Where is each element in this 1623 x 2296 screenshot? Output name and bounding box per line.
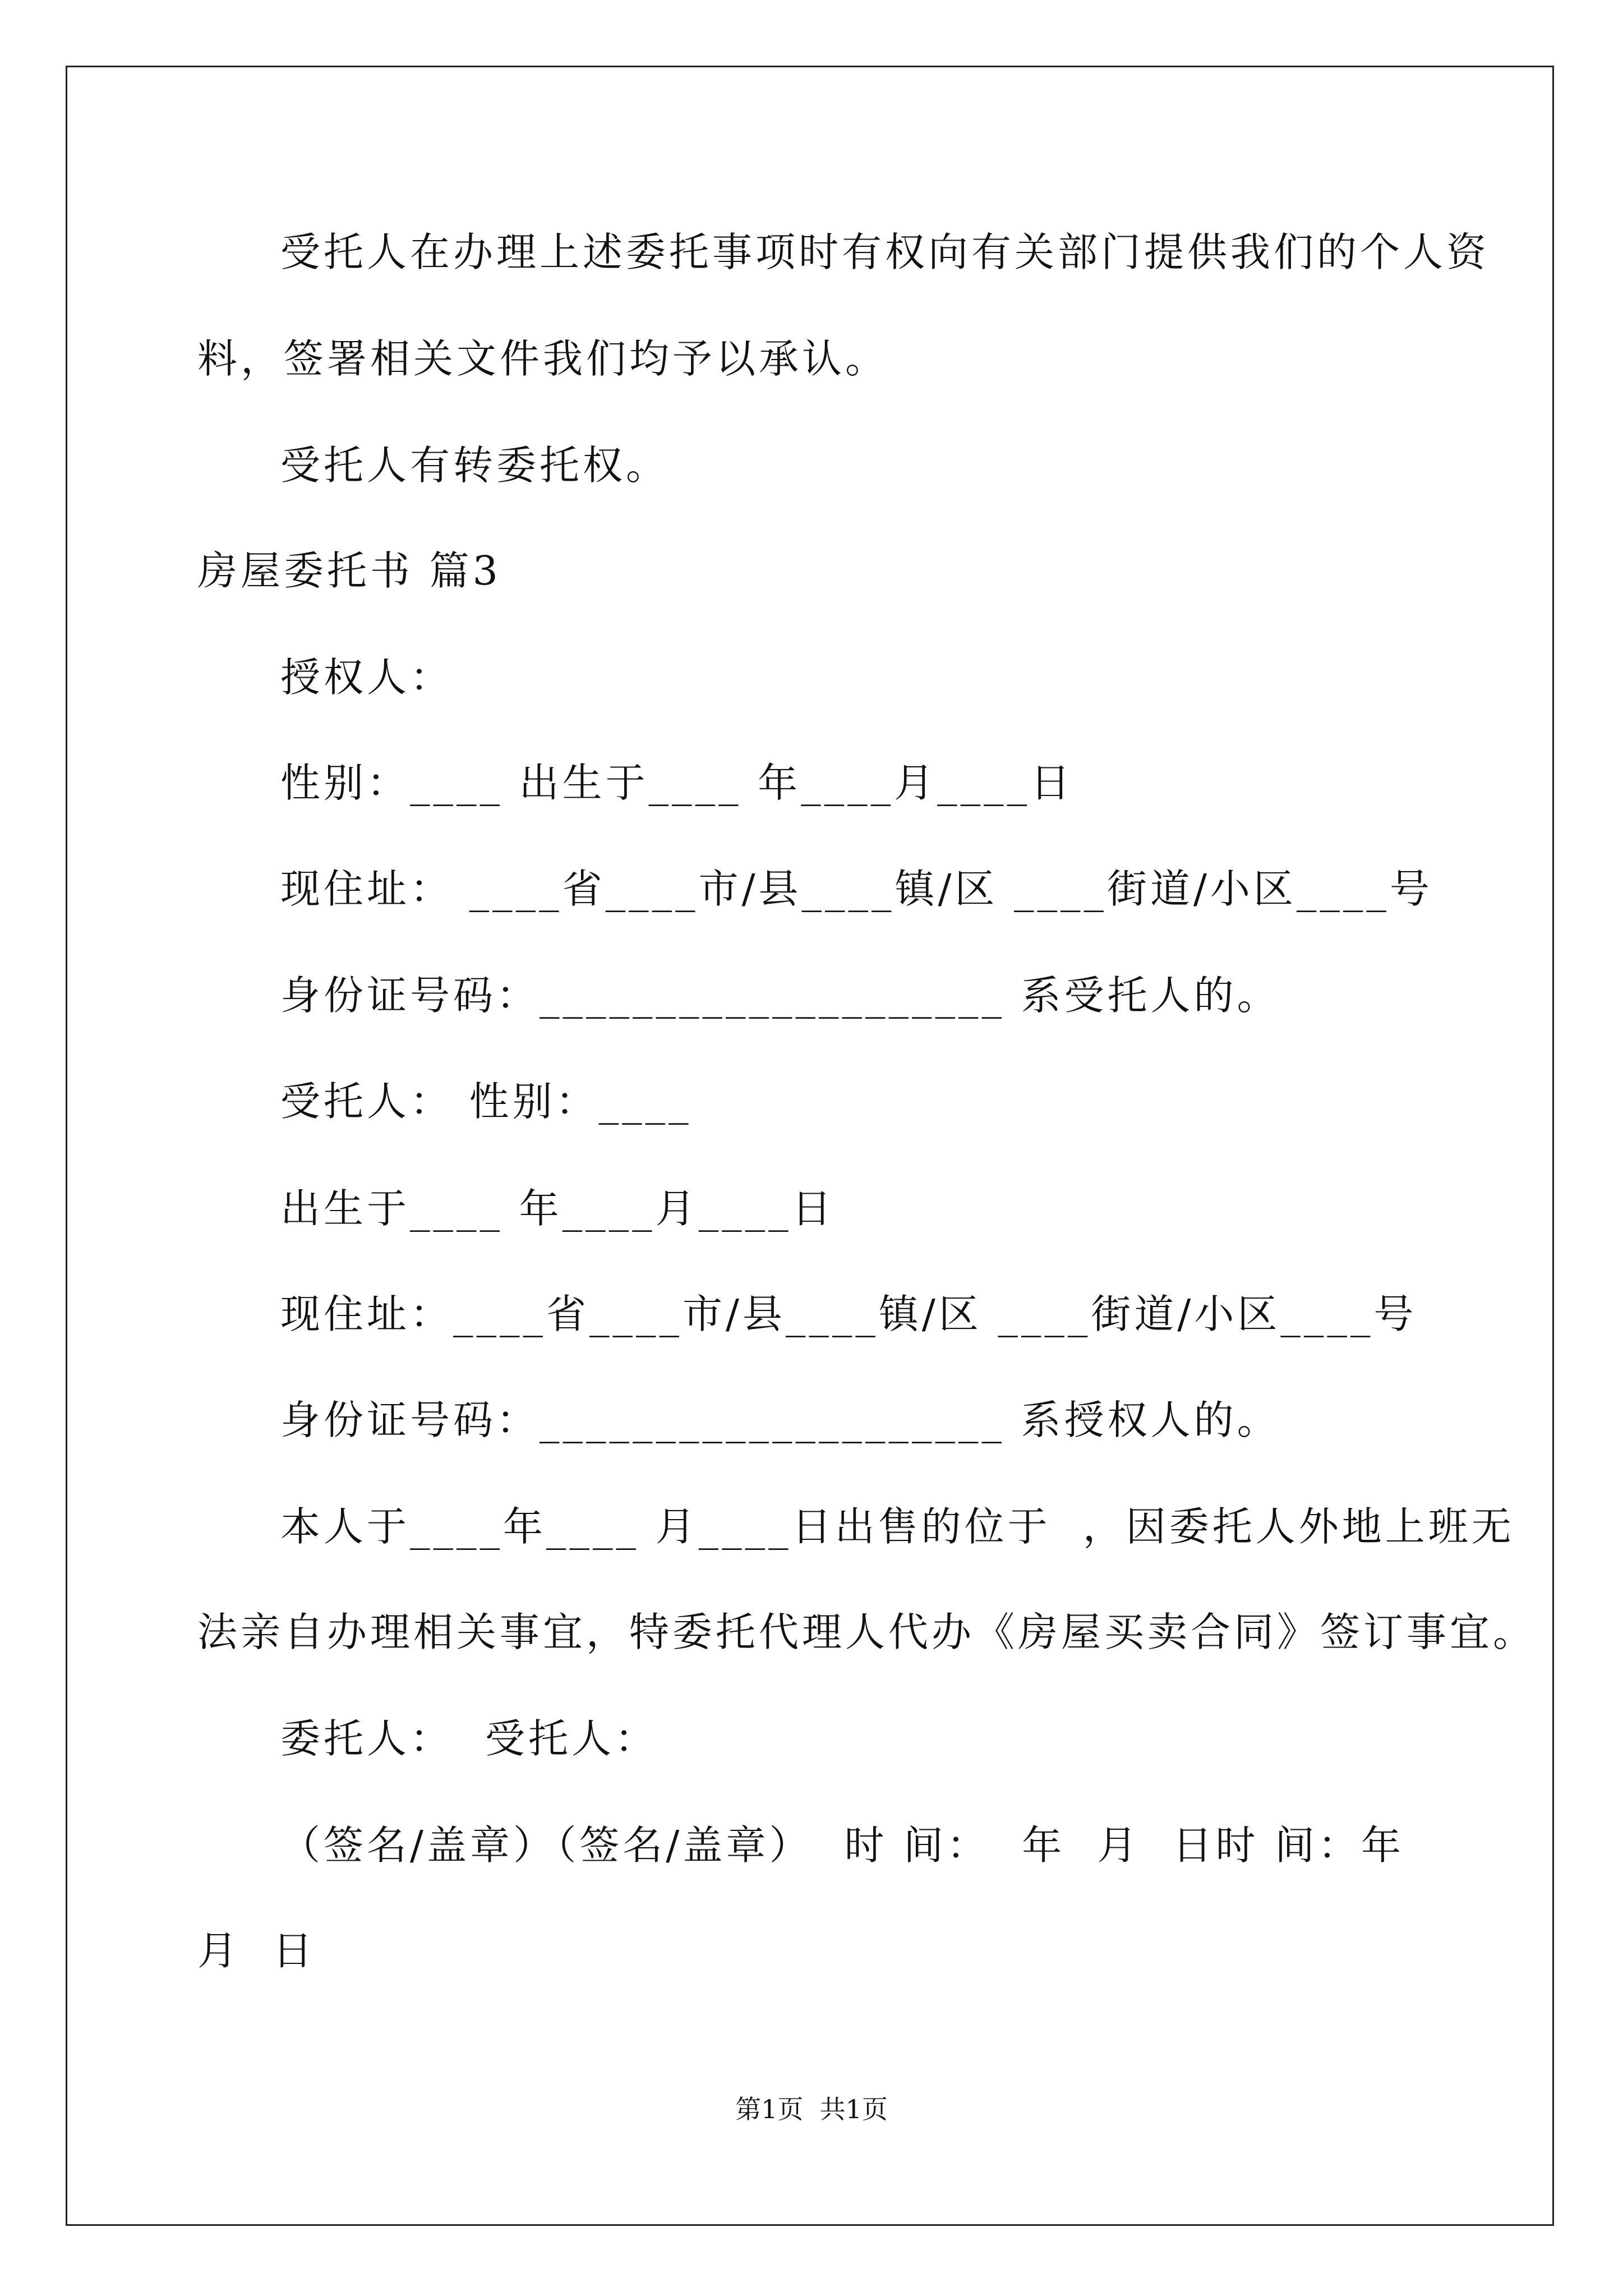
trustee-id: 身份证号码：____________________ 系授权人的。	[280, 1397, 1280, 1443]
authorizer-address: 现住址： ____省____市/县____镇/区 ____街道/小区____号	[280, 866, 1433, 912]
trustee-gender: 受托人： 性别：____	[280, 1078, 692, 1125]
paragraph-line: 受托人在办理上述委托事项时有权向有关部门提供我们的个人资	[280, 229, 1490, 275]
sale-line: 法亲自办理相关事宜，特委托代理人代办《房屋买卖合同》签订事宜。	[197, 1609, 1537, 1655]
authorizer-id: 身份证号码：____________________ 系受托人的。	[280, 972, 1280, 1019]
trustee-address: 现住址：____省____市/县____镇/区 ____街道/小区____号	[280, 1291, 1417, 1337]
signature-line: 月 日	[197, 1927, 316, 1974]
section-heading: 房屋委托书 篇3	[197, 547, 501, 594]
paragraph: 受托人有转委托权。	[280, 442, 670, 489]
authorizer-gender-birth: 性别：____ 出生于____ 年____月____日	[280, 760, 1074, 806]
sale-line: 本人于____年____ 月____日出售的位于 ，因委托人外地上班无	[280, 1503, 1515, 1550]
signature-line: （签名/盖章）（签名/盖章） 时 间： 年 月 日时 间：年	[280, 1822, 1405, 1869]
page-footer: 第1页 共1页	[735, 2094, 888, 2124]
trustee-birth: 出生于____ 年____月____日	[280, 1185, 835, 1232]
paragraph-line: 料，签署相关文件我们均予以承认。	[197, 335, 889, 382]
signers-line: 委托人： 受托人：	[280, 1715, 658, 1762]
authorizer-label: 授权人：	[280, 654, 454, 701]
page-border	[66, 66, 1554, 2226]
